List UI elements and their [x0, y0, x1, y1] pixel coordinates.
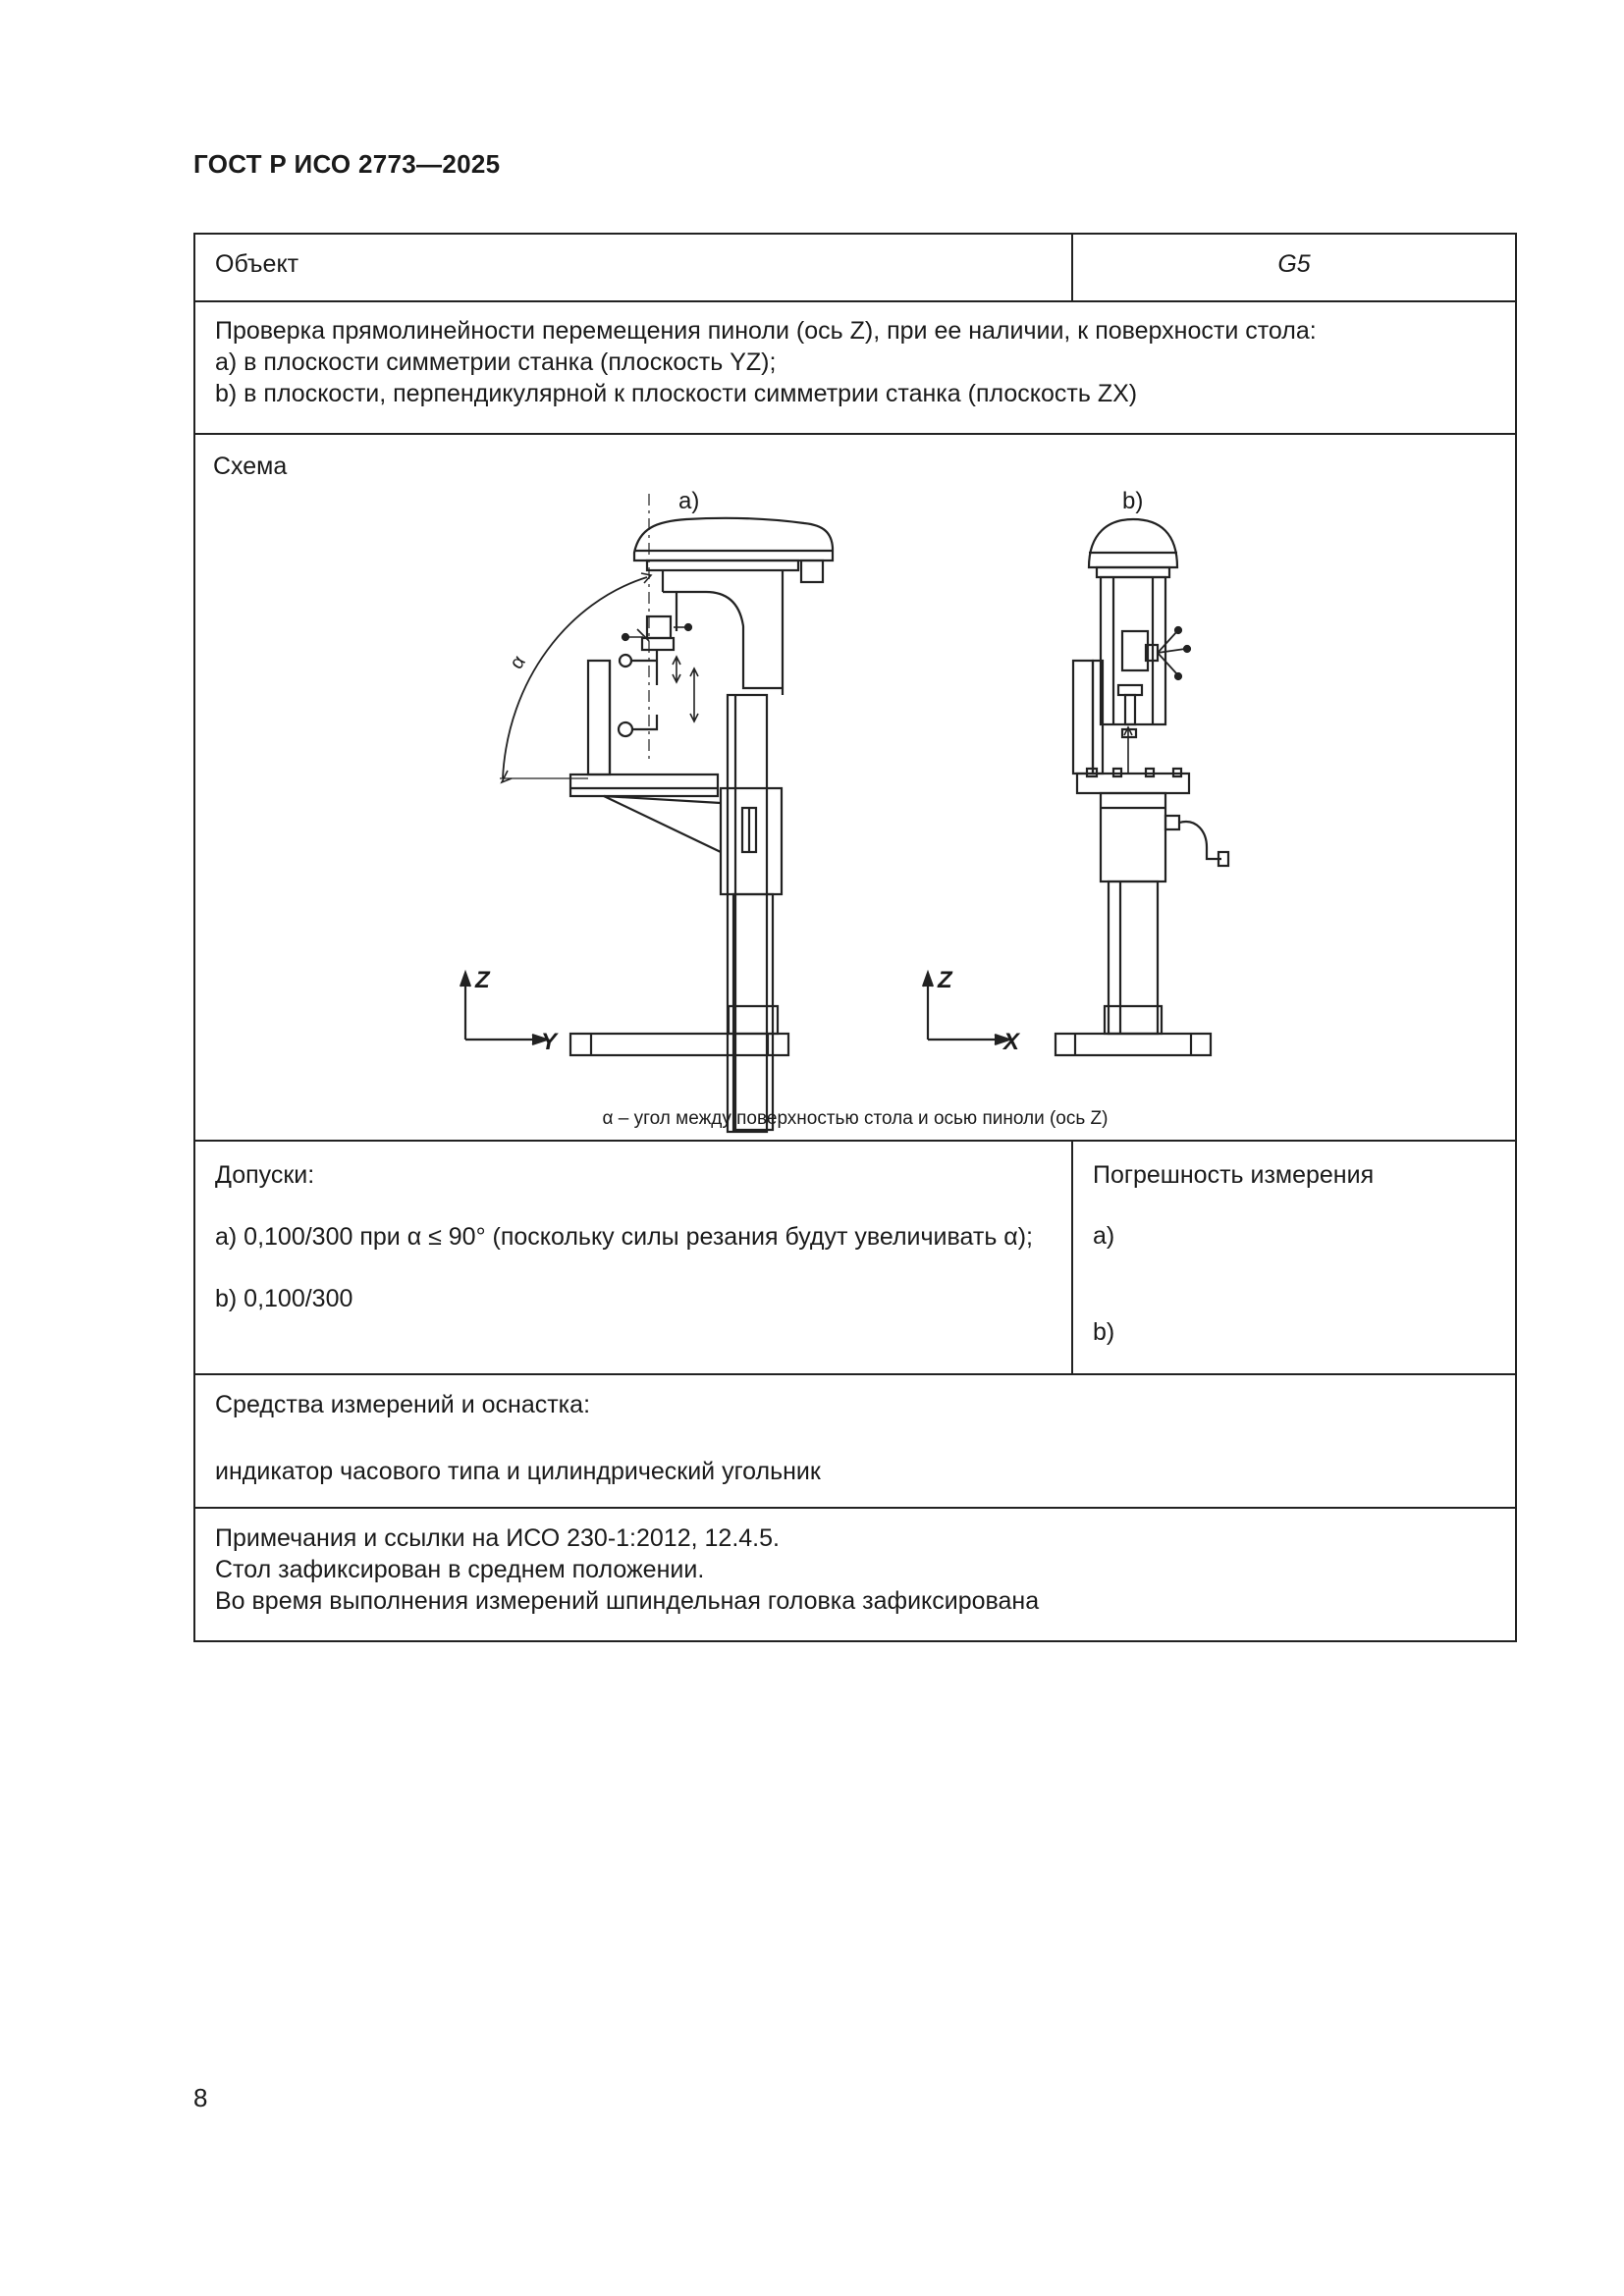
check-line-3: b) в плоскости, перпендикулярной к плоскости симметрии станка (плоскость ZX): [215, 380, 1138, 407]
tools-cell: [195, 1375, 840, 1507]
inspection-table: [193, 233, 1517, 1642]
measurement-error-label: Погрешность измерения: [1093, 1161, 1375, 1189]
notes-row: [195, 1509, 1515, 1640]
notes-line-3: Во время выполнения измерений шпиндельная головка зафиксирована: [215, 1587, 1040, 1615]
tolerance-cell: [195, 1142, 1073, 1373]
tools-label: Средства измерений и оснастка:: [215, 1391, 591, 1418]
alpha-symbol: α: [506, 651, 530, 673]
notes-line-2: Стол зафиксирован в среднем положении.: [215, 1556, 705, 1583]
scheme-caption: α – угол между поверхностью стола и осью пиноли (ось Z): [602, 1108, 1109, 1129]
measurement-error-cell: [1073, 1142, 1515, 1373]
axis-x-label: X: [1003, 1029, 1020, 1055]
machine-front-view: [1056, 519, 1228, 1055]
view-a-label: a): [678, 488, 700, 514]
scheme-label: Схема: [213, 453, 288, 480]
object-code: G5: [1277, 250, 1311, 278]
tools-row: [195, 1375, 1515, 1509]
tolerance-item-a: a) 0,100/300 при α ≤ 90° (поскольку силы резания будут увеличивать α);: [215, 1223, 1034, 1251]
object-row: [195, 235, 1515, 302]
notes-cell: [195, 1509, 1058, 1640]
tolerance-label: Допуски:: [215, 1161, 315, 1189]
axis-y-label: Y: [541, 1029, 558, 1055]
check-row: [195, 302, 1515, 435]
axes-zy: [460, 973, 547, 1044]
tolerance-row: [195, 1142, 1515, 1375]
measurement-error-a: a): [1093, 1222, 1115, 1250]
scheme-cell: [195, 435, 1515, 1140]
notes-line-1: Примечания и ссылки на ИСО 230-1:2012, 12.4.5.: [215, 1524, 780, 1552]
measurement-error-b: b): [1093, 1318, 1115, 1346]
scheme-row: [195, 435, 1515, 1142]
tolerance-item-b: b) 0,100/300: [215, 1285, 353, 1312]
object-label: Объект: [195, 235, 1073, 300]
check-line-1: Проверка прямолинейности перемещения пиноли (ось Z), при ее наличии, к поверхности стола:: [215, 317, 1317, 345]
check-line-2: a) в плоскости симметрии станка (плоскость YZ);: [215, 348, 777, 376]
tools-value: индикатор часового типа и цилиндрический угольник: [215, 1458, 821, 1485]
axis-z-label-a: Z: [475, 967, 490, 993]
machine-diagram: [195, 435, 1515, 1140]
check-description: [195, 302, 1336, 433]
view-b-label: b): [1122, 488, 1144, 514]
document-header: ГОСТ Р ИСО 2773—2025: [193, 149, 501, 179]
axis-z-label-b: Z: [938, 967, 952, 993]
page-number: 8: [193, 2083, 208, 2112]
axes-zx: [923, 973, 1009, 1044]
